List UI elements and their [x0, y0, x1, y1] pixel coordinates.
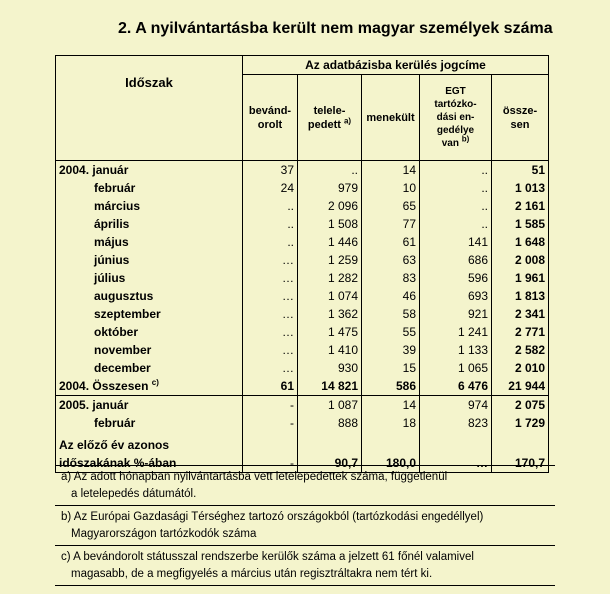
table-row — [56, 269, 549, 287]
total-c1: 61 — [243, 377, 298, 396]
page-title: 2. A nyilvántartásba került nem magyar személyek száma — [118, 20, 553, 37]
cell-c4: 693 — [420, 287, 492, 305]
cell-c3: 14 — [362, 161, 420, 180]
cell-c3: 65 — [362, 197, 420, 215]
cell-c2: 1 074 — [298, 287, 362, 305]
col-egt-header: EGT tartózko- dási en- gedélye van $^{b)}$ — [420, 75, 492, 161]
row-label: február — [56, 414, 243, 432]
footnote-b-line1: b) Az Európai Gazdasági Térséghez tartozó országokból (tartózkodási engedéllyel) — [61, 511, 484, 523]
period-header: Időszak — [56, 56, 243, 161]
cell-c3: 39 — [362, 341, 420, 359]
cell-c4: 141 — [420, 233, 492, 251]
total-c2: 14 821 — [298, 377, 362, 396]
cell-c1: … — [243, 251, 298, 269]
cell-c1: 24 — [243, 179, 298, 197]
total-label: 2004. Összesen $^{c)}$ — [56, 377, 243, 396]
cell-c4: 1 241 — [420, 323, 492, 341]
cell-c2: 1 446 — [298, 233, 362, 251]
row-label: 2005. január — [56, 396, 243, 415]
row-label: augusztus — [56, 287, 243, 305]
total-row-group — [56, 377, 549, 396]
cell-c1: - — [243, 396, 298, 415]
table-row — [56, 323, 549, 341]
cell-c1: .. — [243, 233, 298, 251]
footnote-c-line2: magasabb, de a megfigyelés a március után regisztráltakra nem tért ki. — [71, 568, 433, 580]
cell-c4: 921 — [420, 305, 492, 323]
cell-c2: 1 362 — [298, 305, 362, 323]
cell-c5: 1 648 — [492, 233, 549, 251]
pct-c1: - — [243, 454, 298, 473]
pct-c3: 180,0 — [362, 454, 420, 473]
cell-c3: 58 — [362, 305, 420, 323]
pct-label-1: Az előző év azonos — [56, 432, 243, 454]
col-menekult-header: menekült — [362, 75, 420, 161]
cell-c3: 18 — [362, 414, 420, 432]
cell-c2: 979 — [298, 179, 362, 197]
cell-c3: 55 — [362, 323, 420, 341]
footnote-c — [55, 545, 555, 586]
footnote-a-line1: a) Az adott hónapban nyilvántartásba vett letelepedettek száma, függetlenül — [61, 471, 448, 483]
cell-c4: .. — [420, 161, 492, 180]
row-label: június — [56, 251, 243, 269]
cell-c2: .. — [298, 161, 362, 180]
table-row — [56, 179, 549, 197]
footnote-b-line2: Magyarországon tartózkodók száma — [71, 528, 257, 540]
cell-c4: 1 065 — [420, 359, 492, 377]
cell-c5: 1 585 — [492, 215, 549, 233]
cell-c1: .. — [243, 215, 298, 233]
footnotes — [55, 465, 555, 586]
cell-c5: 2 010 — [492, 359, 549, 377]
cell-c5: 1 813 — [492, 287, 549, 305]
footnote-c-line1: c) A bevándorolt státusszal rendszerbe kerülők száma a jelzett 61 főnél valamivel — [61, 551, 474, 563]
col-osszesen-header: össze- sen — [492, 75, 549, 161]
row-label: december — [56, 359, 243, 377]
row-label: július — [56, 269, 243, 287]
cell-c2: 1 087 — [298, 396, 362, 415]
cell-c4: 1 133 — [420, 341, 492, 359]
cell-c4: 686 — [420, 251, 492, 269]
cell-c2: 1 259 — [298, 251, 362, 269]
cell-c1: … — [243, 323, 298, 341]
cell-c5: 2 771 — [492, 323, 549, 341]
cell-c3: 63 — [362, 251, 420, 269]
data-table — [55, 55, 549, 473]
cell-c3: 46 — [362, 287, 420, 305]
cell-c5: 2 341 — [492, 305, 549, 323]
cell-c5: 2 075 — [492, 396, 549, 415]
cell-c1: .. — [243, 197, 298, 215]
row-label: szeptember — [56, 305, 243, 323]
cell-c2: 1 282 — [298, 269, 362, 287]
cell-c5: 1 729 — [492, 414, 549, 432]
cell-c1: … — [243, 305, 298, 323]
table-row — [56, 414, 549, 432]
cell-c1: … — [243, 269, 298, 287]
cell-c4: .. — [420, 179, 492, 197]
cell-c3: 61 — [362, 233, 420, 251]
pct-row-1 — [56, 432, 549, 454]
col-letelepedett-header: telele- pedett $^{a)}$ — [298, 75, 362, 161]
row-label: március — [56, 197, 243, 215]
pct-c5: 170,7 — [492, 454, 549, 473]
pct-c2: 90,7 — [298, 454, 362, 473]
table-row — [56, 287, 549, 305]
cell-c3: 77 — [362, 215, 420, 233]
total-c3: 586 — [362, 377, 420, 396]
cell-c5: 1 013 — [492, 179, 549, 197]
cell-c3: 14 — [362, 396, 420, 415]
cell-c5: 2 582 — [492, 341, 549, 359]
cell-c1: … — [243, 359, 298, 377]
cell-c2: 2 096 — [298, 197, 362, 215]
row-label: május — [56, 233, 243, 251]
cell-c1: … — [243, 287, 298, 305]
table-row — [56, 197, 549, 215]
cell-c2: 888 — [298, 414, 362, 432]
group-header: Az adatbázisba kerülés jogcíme — [243, 56, 549, 75]
cell-c5: 51 — [492, 161, 549, 180]
table-row — [56, 161, 549, 180]
table-row — [56, 233, 549, 251]
cell-c5: 1 961 — [492, 269, 549, 287]
col-bevandorolt-header: bevánd- orolt — [243, 75, 298, 161]
footnote-a — [55, 465, 555, 505]
rows-2004 — [56, 161, 549, 378]
cell-c3: 15 — [362, 359, 420, 377]
table-row — [56, 305, 549, 323]
pct-label-2: időszakának %-ában — [56, 454, 243, 473]
cell-c1: … — [243, 341, 298, 359]
cell-c1: - — [243, 414, 298, 432]
row-label: február — [56, 179, 243, 197]
cell-c5: 2 161 — [492, 197, 549, 215]
cell-c2: 1 508 — [298, 215, 362, 233]
cell-c3: 83 — [362, 269, 420, 287]
total-row — [56, 377, 549, 396]
table-row — [56, 396, 549, 415]
row-label: április — [56, 215, 243, 233]
cell-c4: .. — [420, 197, 492, 215]
total-c4: 6 476 — [420, 377, 492, 396]
row-label: október — [56, 323, 243, 341]
row-label: november — [56, 341, 243, 359]
table-row — [56, 251, 549, 269]
cell-c4: 596 — [420, 269, 492, 287]
cell-c4: 974 — [420, 396, 492, 415]
table-row — [56, 341, 549, 359]
cell-c1: 37 — [243, 161, 298, 180]
cell-c4: .. — [420, 215, 492, 233]
row-label: 2004. január — [56, 161, 243, 180]
cell-c2: 1 475 — [298, 323, 362, 341]
footnote-a-line2: a letelepedés dátumától. — [71, 488, 197, 500]
table-row — [56, 359, 549, 377]
cell-c4: 823 — [420, 414, 492, 432]
pct-c4: … — [420, 454, 492, 473]
table-row — [56, 215, 549, 233]
cell-c5: 2 008 — [492, 251, 549, 269]
cell-c2: 930 — [298, 359, 362, 377]
cell-c3: 10 — [362, 179, 420, 197]
total-c5: 21 944 — [492, 377, 549, 396]
footnote-b — [55, 505, 555, 545]
cell-c2: 1 410 — [298, 341, 362, 359]
rows-2005 — [56, 396, 549, 433]
